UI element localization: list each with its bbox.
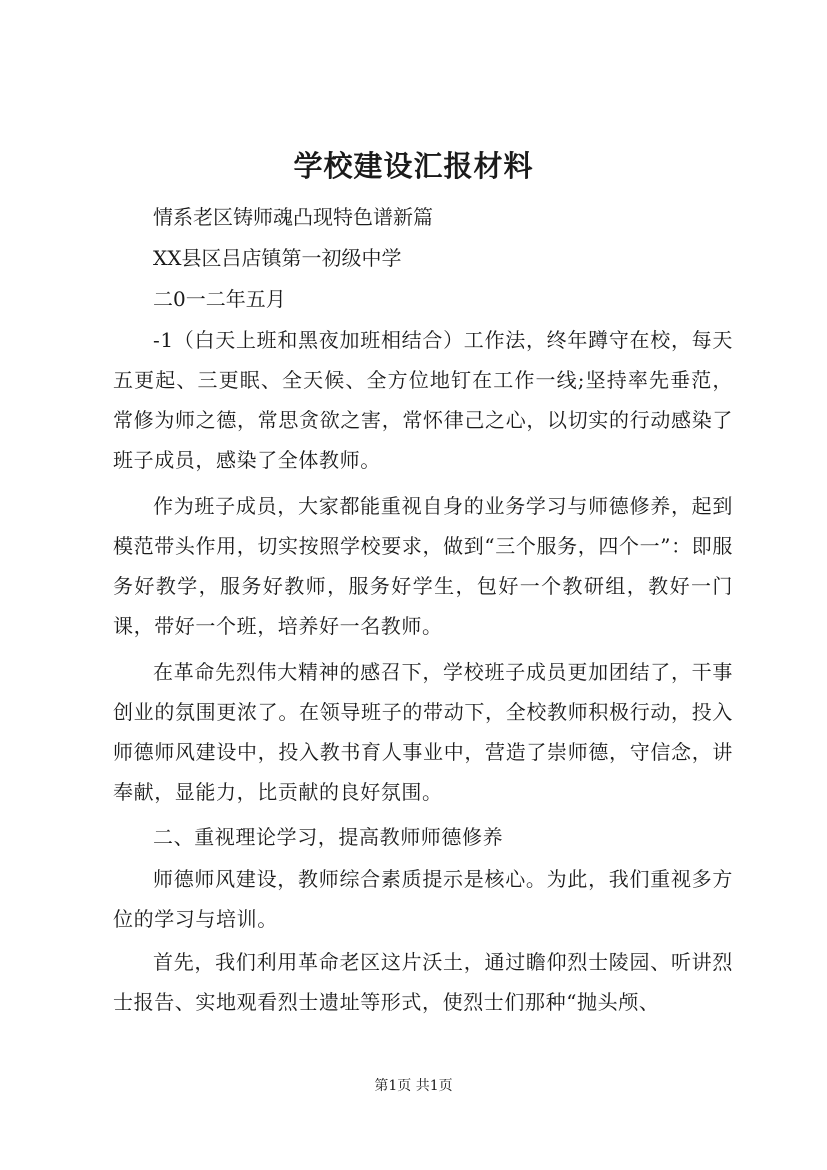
page-footer: 第1页 共1页	[374, 1078, 453, 1094]
section-heading: 二、重视理论学习，提高教师师德修养	[153, 825, 504, 849]
school-name: XX县区吕店镇第一初级中学	[153, 246, 402, 270]
paragraph-1: -1（白天上班和黑夜加班相结合）工作法，终年蹲守在校，每天五更起、三更眠、全天候、全方位地钉在工作一线;坚持率先垂范，常修为师之德，常思贪欲之害，常怀律己之心，以切实的行动感染了班子成员，感染了全体教师。	[113, 328, 733, 472]
document-subtitle: 情系老区铸师魂凸现特色谱新篇	[153, 205, 433, 229]
paragraph-2: 作为班子成员，大家都能重视自身的业务学习与师德修养，起到模范带头作用，切实按照学校要求，做到“三个服务，四个一”：即服务好教学，服务好教师，服务好学生，包好一个教研组，教好一门课，带好一个班，培养好一名教师。	[113, 494, 733, 638]
paragraph-3: 在革命先烈伟大精神的感召下，学校班子成员更加团结了，干事创业的氛围更浓了。在领导班子的带动下，全校教师积极行动，投入师德师风建设中，投入教书育人事业中，营造了崇师德，守信念，讲奉献，显能力，比贡献的良好氛围。	[113, 660, 733, 804]
paragraph-5: 首先，我们利用革命老区这片沃土，通过瞻仰烈士陵园、听讲烈士报告、实地观看烈士遗址等形式，使烈士们那种“抛头颅、	[113, 950, 733, 1014]
document-title: 学校建设汇报材料	[293, 149, 534, 183]
paragraph-4: 师德师风建设，教师综合素质提示是核心。为此，我们重视多方位的学习与培训。	[113, 867, 733, 931]
document-date: 二0一二年五月	[153, 287, 286, 311]
